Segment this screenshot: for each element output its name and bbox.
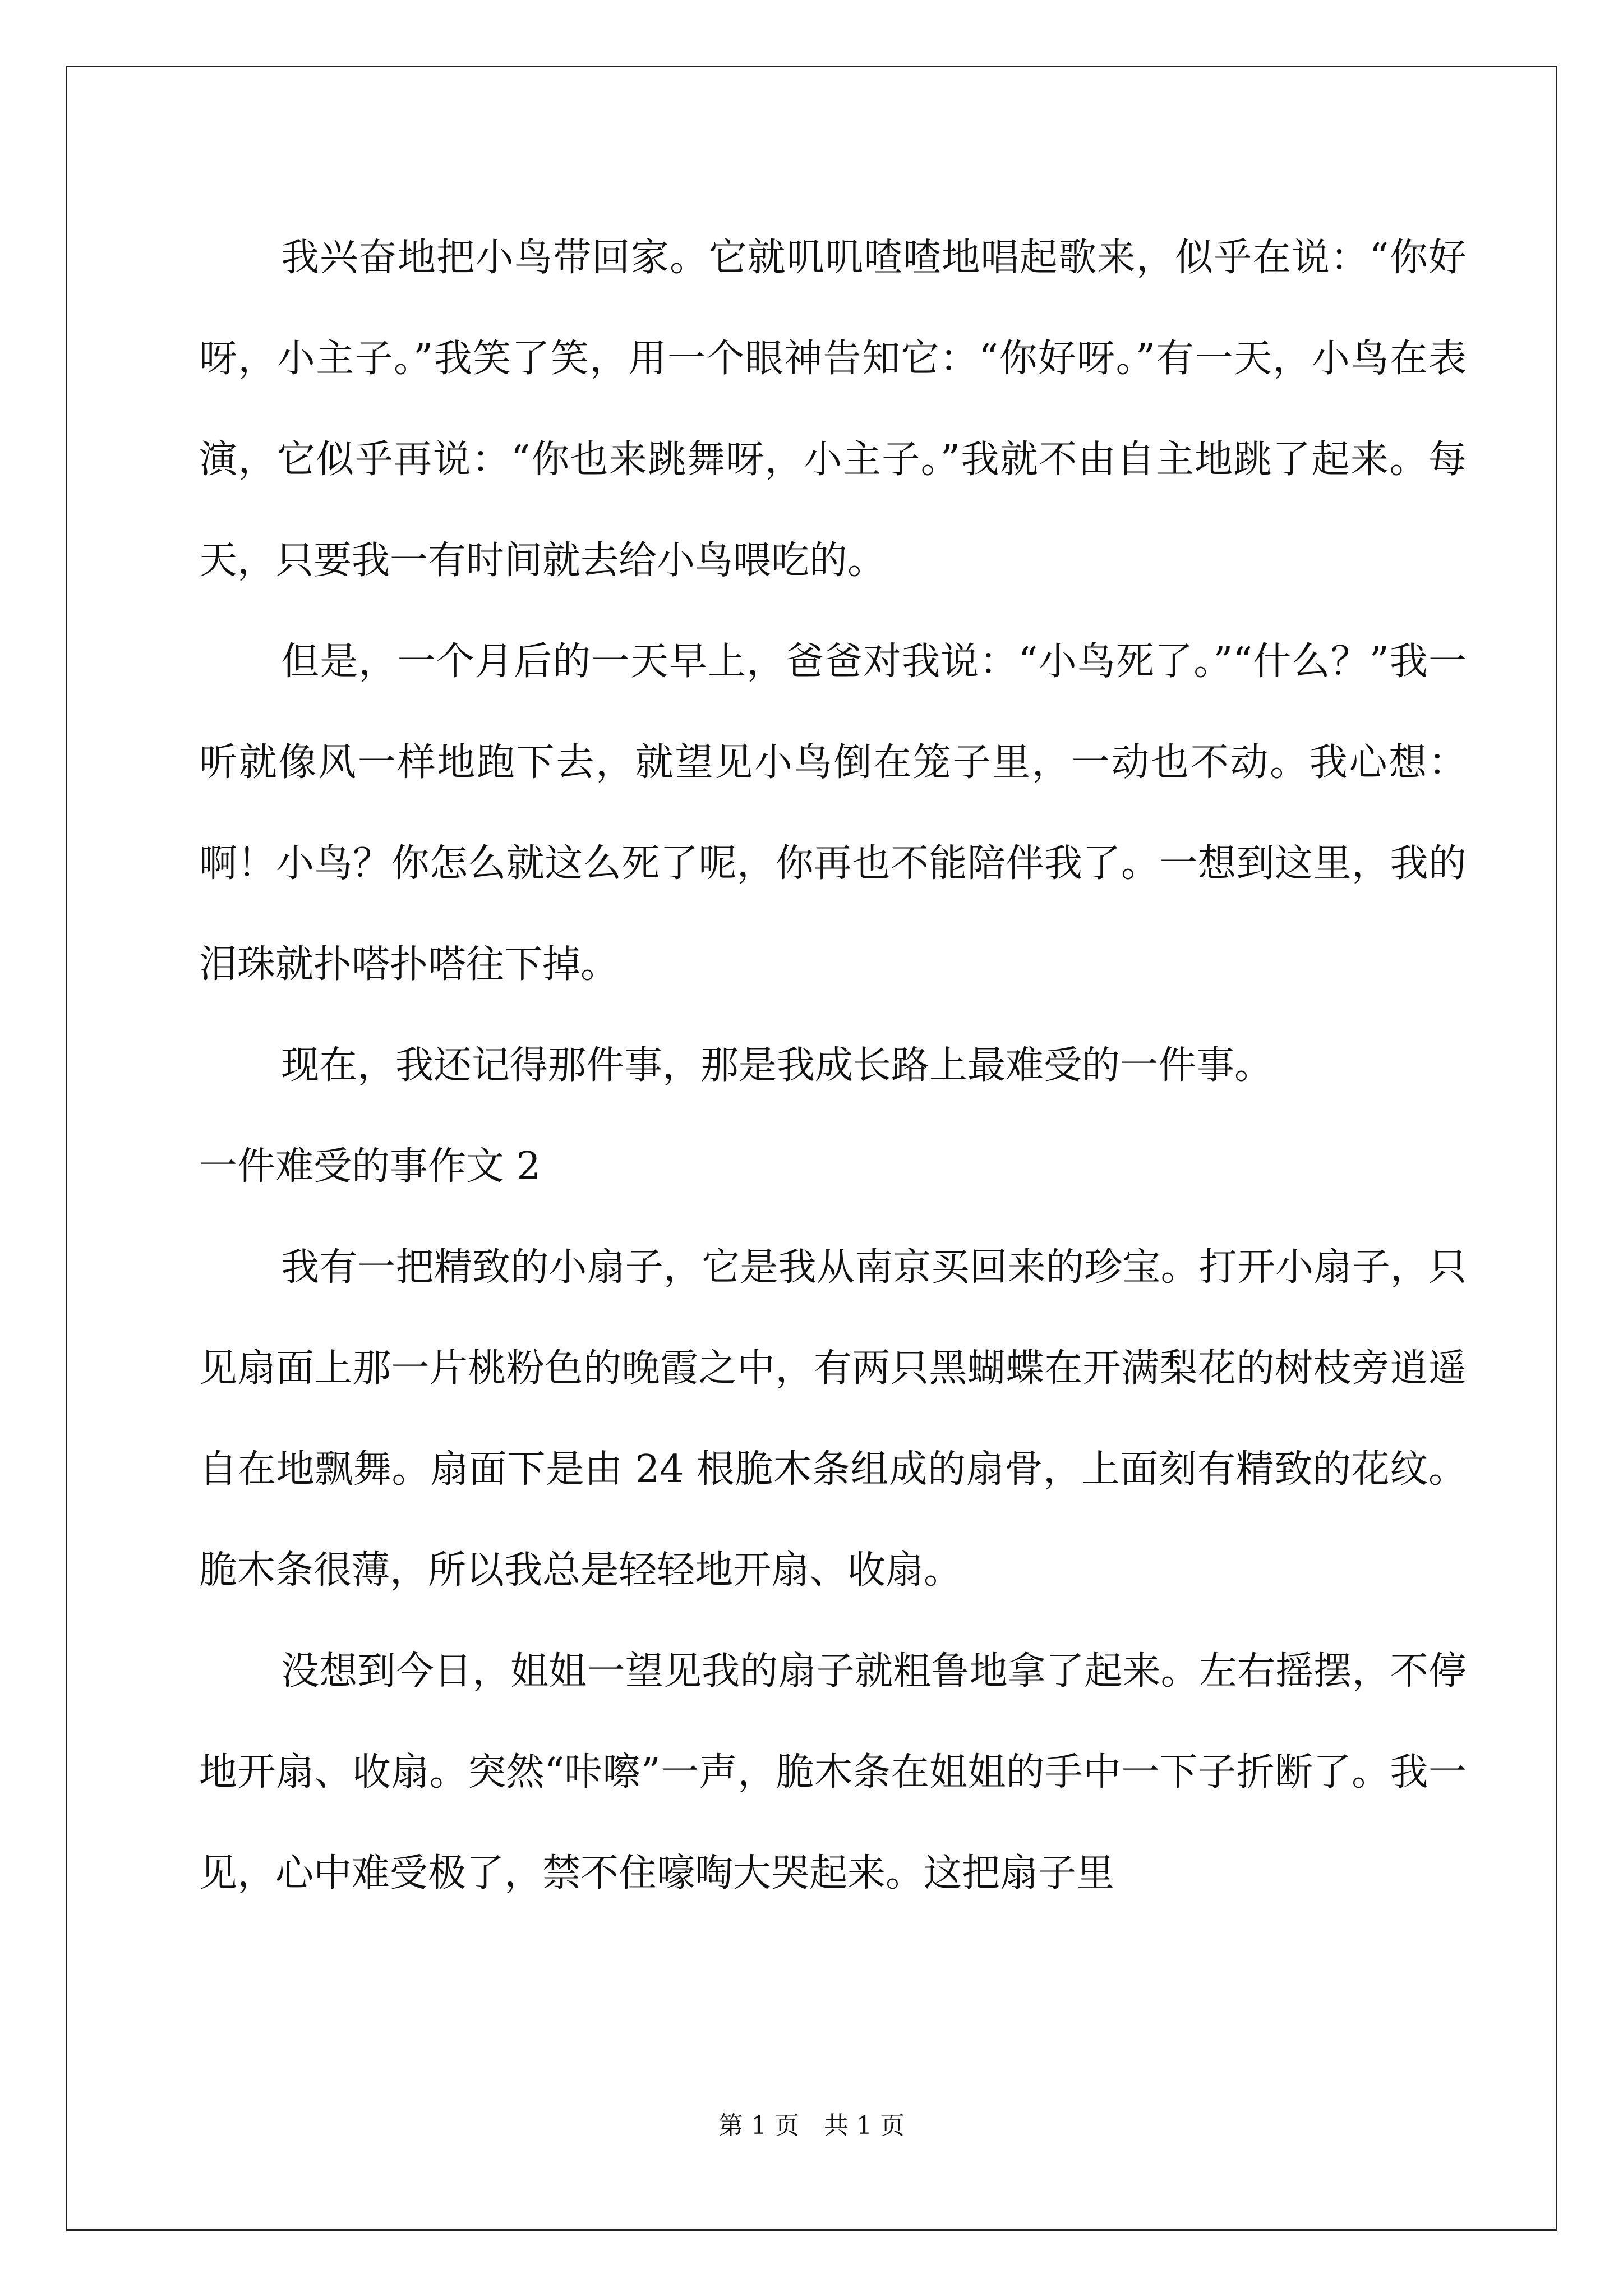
paragraph-3: 现在，我还记得那件事，那是我成长路上最难受的一件事。 <box>281 1043 1273 1088</box>
section-title: 一件难受的事作文 2 <box>199 1144 541 1189</box>
paragraph-5: 没想到今日，姐姐一望见我的扇子就粗鲁地拿了起来。左右摇摆，不停地开扇、收扇。突然“咔嚓”一声，脆木条在姐姐的手中一下子折断了。我一见，心中难受极了，禁不住嚎啕大哭起来。这把扇子里 <box>199 1649 1467 1895</box>
paragraph-4: 我有一把精致的小扇子，它是我从南京买回来的珍宝。打开小扇子，只见扇面上那一片桃粉色的晚霞之中，有两只黑蝴蝶在开满梨花的树枝旁逍遥自在地飘舞。扇面下是由 24 根脆木条组成的扇骨，上面刻有精致的花纹。脆木条很薄，所以我总是轻轻地开扇、收扇。 <box>199 1245 1467 1593</box>
paragraph-2: 但是，一个月后的一天早上，爸爸对我说：“小鸟死了。”“什么？”我一听就像风一样地跑下去，就望见小鸟倒在笼子里，一动也不动。我心想：啊！小鸟？你怎么就这么死了呢，你再也不能陪伴我了。一想到这里，我的泪珠就扑嗒扑嗒往下掉。 <box>199 639 1467 987</box>
document-body <box>199 208 1467 1924</box>
paragraph-1: 我兴奋地把小鸟带回家。它就叽叽喳喳地唱起歌来，似乎在说：“你好呀，小主子。”我笑了笑，用一个眼神告知它：“你好呀。”有一天，小鸟在表演，它似乎再说：“你也来跳舞呀，小主子。”我就不由自主地跳了起来。每天，只要我一有时间就去给小鸟喂吃的。 <box>199 236 1467 583</box>
page-footer: 第 1 页 共 1 页 <box>718 2111 905 2140</box>
